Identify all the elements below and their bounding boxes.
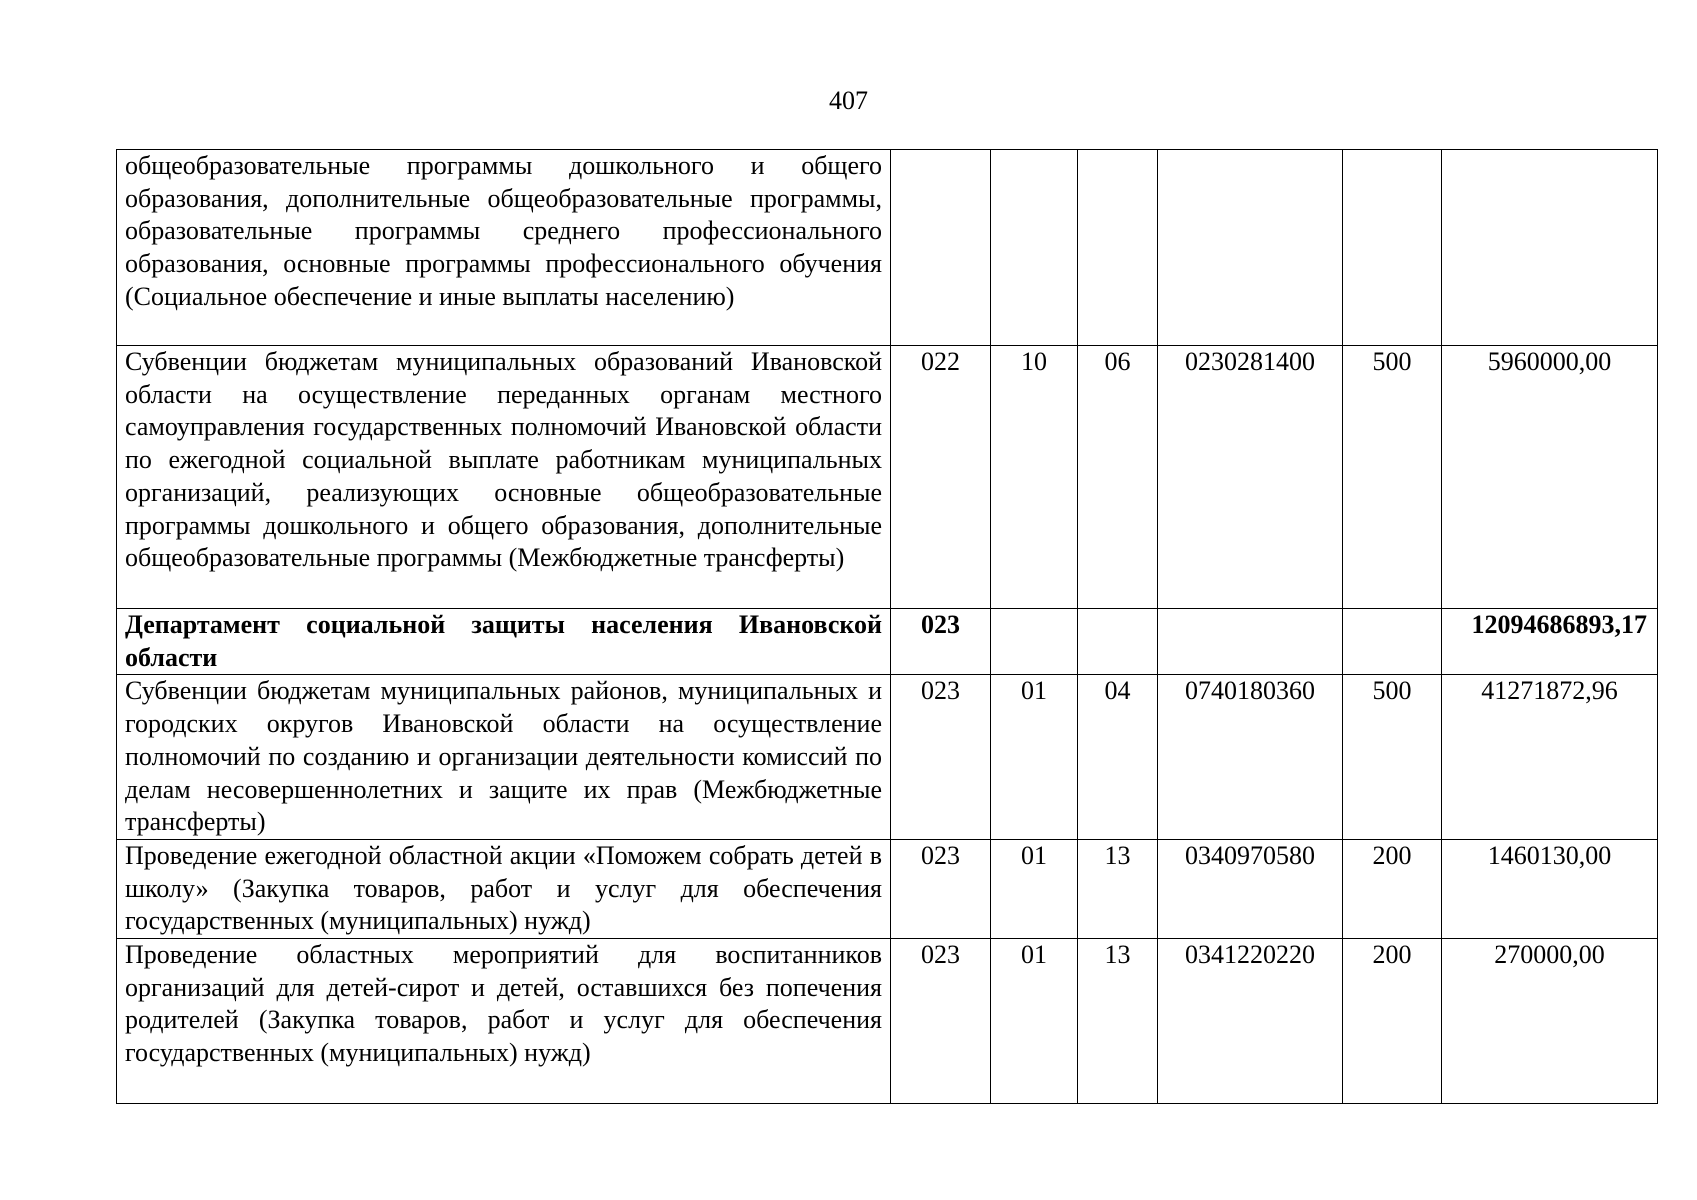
row-section-code: 01 [991, 839, 1078, 938]
row-amount: 270000,00 [1442, 939, 1658, 1104]
row-expense-type-code: 500 [1343, 675, 1442, 840]
row-target-item-code: 0740180360 [1158, 675, 1343, 840]
row-ministry-code: 022 [891, 346, 991, 609]
row-description: общеобразовательные программы дошкольного и общего образования, дополнительные общеобразовательные программы, образовательные программы среднего профессионального образования, основные программы профессионального обучения (Социальное обеспечение и иные выплаты населению) [117, 150, 891, 346]
row-subsection-code: 06 [1078, 346, 1158, 609]
row-target-item-code: 0341220220 [1158, 939, 1343, 1104]
table-row [117, 939, 1658, 1104]
row-description: Проведение областных мероприятий для воспитанников организаций для детей-сирот и детей, оставшихся без попечения родителей (Закупка товаров, работ и услуг для обеспечения государственных (муниципальных) нужд) [117, 939, 891, 1104]
row-description: Субвенции бюджетам муниципальных образований Ивановской области на осуществление переданных органам местного самоуправления государственных полномочий Ивановской области по ежегодной социальной выплате работникам муниципальных организаций, реализующих основные общеобразовательные программы дошкольного и общего образования, дополнительные общеобразовательные программы (Межбюджетные трансферты) [117, 346, 891, 609]
row-amount: 1460130,00 [1442, 839, 1658, 938]
table-row [117, 150, 1658, 346]
row-amount: 12094686893,17 [1442, 609, 1658, 675]
row-subsection-code: 13 [1078, 839, 1158, 938]
row-section-code [991, 150, 1078, 346]
row-description: Проведение ежегодной областной акции «Поможем собрать детей в школу» (Закупка товаров, работ и услуг для обеспечения государственных (муниципальных) нужд) [117, 839, 891, 938]
table-row [117, 346, 1658, 609]
row-target-item-code [1158, 150, 1343, 346]
row-ministry-code: 023 [891, 675, 991, 840]
row-subsection-code [1078, 609, 1158, 675]
row-target-item-code: 0340970580 [1158, 839, 1343, 938]
row-expense-type-code: 500 [1343, 346, 1442, 609]
row-target-item-code [1158, 609, 1343, 675]
row-section-code [991, 609, 1078, 675]
page-number: 407 [829, 86, 868, 115]
row-target-item-code: 0230281400 [1158, 346, 1343, 609]
row-section-code: 01 [991, 939, 1078, 1104]
row-description: Субвенции бюджетам муниципальных районов, муниципальных и городских округов Ивановской области на осуществление полномочий по созданию и организации деятельности комиссий по делам несовершеннолетних и защите их прав (Межбюджетные трансферты) [117, 675, 891, 840]
table-row [117, 839, 1658, 938]
row-subsection-code: 04 [1078, 675, 1158, 840]
row-ministry-code: 023 [891, 839, 991, 938]
row-amount: 41271872,96 [1442, 675, 1658, 840]
row-section-code: 10 [991, 346, 1078, 609]
table-row [117, 675, 1658, 840]
row-section-code: 01 [991, 675, 1078, 840]
row-expense-type-code: 200 [1343, 839, 1442, 938]
budget-table [116, 149, 1658, 1104]
row-ministry-code [891, 150, 991, 346]
row-ministry-code: 023 [891, 939, 991, 1104]
row-expense-type-code [1343, 609, 1442, 675]
row-subsection-code: 13 [1078, 939, 1158, 1104]
row-ministry-code: 023 [891, 609, 991, 675]
table-row-department [117, 609, 1658, 675]
row-subsection-code [1078, 150, 1158, 346]
row-amount [1442, 150, 1658, 346]
row-expense-type-code [1343, 150, 1442, 346]
row-description: Департамент социальной защиты населения Ивановской области [117, 609, 891, 675]
row-expense-type-code: 200 [1343, 939, 1442, 1104]
row-amount: 5960000,00 [1442, 346, 1658, 609]
